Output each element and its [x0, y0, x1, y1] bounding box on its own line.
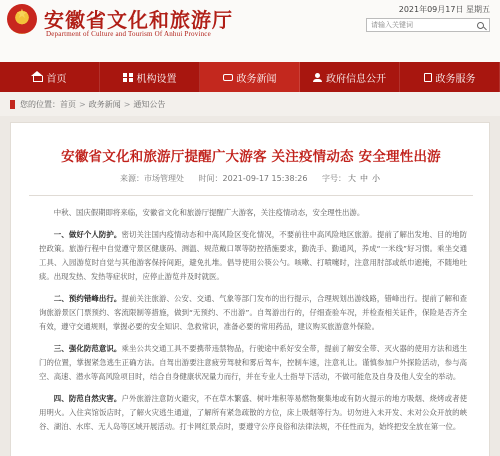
paragraph-heading: 二、预约错峰出行。: [53, 294, 122, 303]
document-icon: [424, 73, 432, 82]
paragraph-heading: 三、强化防范意识。: [53, 344, 122, 353]
font-size-label: 字号：: [322, 174, 347, 183]
nav-government-services[interactable]: [400, 62, 500, 92]
nav-organization[interactable]: [100, 62, 200, 92]
article-body: [39, 206, 467, 434]
article-panel: [10, 122, 490, 456]
nav-label: 政务服务: [435, 73, 476, 85]
divider: [29, 195, 473, 196]
font-size-control: [322, 174, 382, 183]
article-paragraph: [39, 228, 467, 284]
font-size-large-button[interactable]: 大: [348, 174, 357, 183]
nav-label: 首页: [46, 73, 67, 85]
paragraph-heading: 四、防范自然灾害。: [53, 394, 122, 403]
breadcrumb: [0, 92, 500, 116]
font-size-small-button[interactable]: 小: [372, 174, 381, 183]
search-box: [366, 18, 490, 32]
nav-label: 机构设置: [136, 73, 177, 85]
article-paragraph: [39, 342, 467, 384]
nav-government-news[interactable]: [200, 62, 300, 92]
breadcrumb-separator: >: [79, 99, 86, 109]
search-button[interactable]: [471, 19, 489, 31]
article-meta: [11, 173, 491, 184]
article-paragraph: [39, 392, 467, 434]
search-input[interactable]: [367, 19, 471, 31]
paragraph-text: 密切关注国内疫情动态和中高风险区变化情况，不要前往中高风险地区旅游。提前了解出发地、目的地防控政策。旅游行程中自觉遵守景区健康码、测温、规范戴口罩等防控措施要求，勤洗手、勤通风，养成“一米线”好习惯。乘坐交通工具、入园游览时自觉与其他游客保持间距，避免扎堆。倡导使用公筷公勺。咳嗽、打喷嚏时，注意用肘部或纸巾遮掩，不随地吐痰。出现发热、发热等症状时，应停止游览并及时就医。: [39, 230, 467, 281]
main-nav: [0, 62, 500, 92]
person-icon: [313, 73, 322, 82]
national-emblem-icon: [7, 4, 37, 34]
breadcrumb-separator: >: [123, 99, 131, 109]
breadcrumb-prefix: 您的位置：: [20, 99, 60, 109]
site-subtitle: Department of Culture and Tourism Of Anhui Province: [46, 30, 211, 38]
font-size-medium-button[interactable]: 中: [360, 174, 369, 183]
nav-home[interactable]: [0, 62, 100, 92]
breadcrumb-notices[interactable]: 通知公告: [133, 99, 166, 109]
article-time: 时间：2021-09-17 15:38:26: [198, 174, 308, 183]
breadcrumb-home[interactable]: 首页: [60, 99, 76, 109]
home-icon: [33, 76, 43, 82]
nav-label: 政务新闻: [236, 73, 277, 85]
current-date: 2021年09月17日 星期五: [398, 5, 490, 14]
grid-icon: [123, 73, 133, 82]
location-marker-icon: [10, 100, 15, 109]
site-header: [0, 0, 500, 62]
article-intro: 中秋、国庆假期即将来临，安徽省文化和旅游厅提醒广大游客，关注疫情动态，安全理性出游。: [53, 208, 365, 217]
paragraph-text: 户外旅游注意防火避灾，不在草木繁盛、树叶堆积等易燃物聚集地或有防火提示的地方吸烟、烧烤或者使用明火。入住宾馆饭店时，了解火灾逃生通道，了解所有紧急疏散的方位，床上吸烟等行为。切勿进入未开发、未对公众开放的峡谷、湖泊、水库、无人岛等区域开展活动。打卡网红景点时，要遵守公序良俗和法律法规，不任性而为，始终把安全放在第一位。: [39, 394, 467, 431]
paragraph-text: 提前关注旅游、公安、交通、气象等部门发布的出行提示，合理规划出游线路，错峰出行。提前了解和查询旅游景区门票预约、客流限制等措施，做到“无预约、不出游”。自驾游出行的，仔细查验车况，并检查相关证件，保险是否齐全有效，遵守交通规则，掌握必要的安全知识、急救常识，准备必要的常用药品，建议购买旅游意外保险。: [39, 294, 467, 331]
article-source: 来源：市场管理处: [119, 174, 184, 183]
breadcrumb-government-news[interactable]: 政务新闻: [88, 99, 121, 109]
nav-information-disclosure[interactable]: [300, 62, 400, 92]
nav-label: 政府信息公开: [326, 73, 386, 85]
article-title: 安徽省文化和旅游厅提醒广大游客 关注疫情动态 安全理性出游: [61, 149, 441, 165]
paragraph-heading: 一、做好个人防护。: [53, 230, 122, 239]
site-title[interactable]: 安徽省文化和旅游厅: [44, 8, 233, 32]
paragraph-text: 乘坐公共交通工具不要携带违禁物品，行驶途中系好安全带，提前了解安全带、灭火器的使用方法和逃生门的位置，掌握紧急逃生正确方法。自驾出游要注意疲劳驾驶和雾后驾车，控制车速，注意礼让。谨慎参加户外探险活动，参与高空、高速、潜水等高风险项目时，结合自身健康状况量力而行，并在专业人士指导下活动，不做可能危及自身及他人安全的举动。: [39, 344, 467, 381]
search-icon: [477, 22, 484, 29]
article-paragraph: [39, 292, 467, 334]
chat-icon: [223, 74, 233, 81]
